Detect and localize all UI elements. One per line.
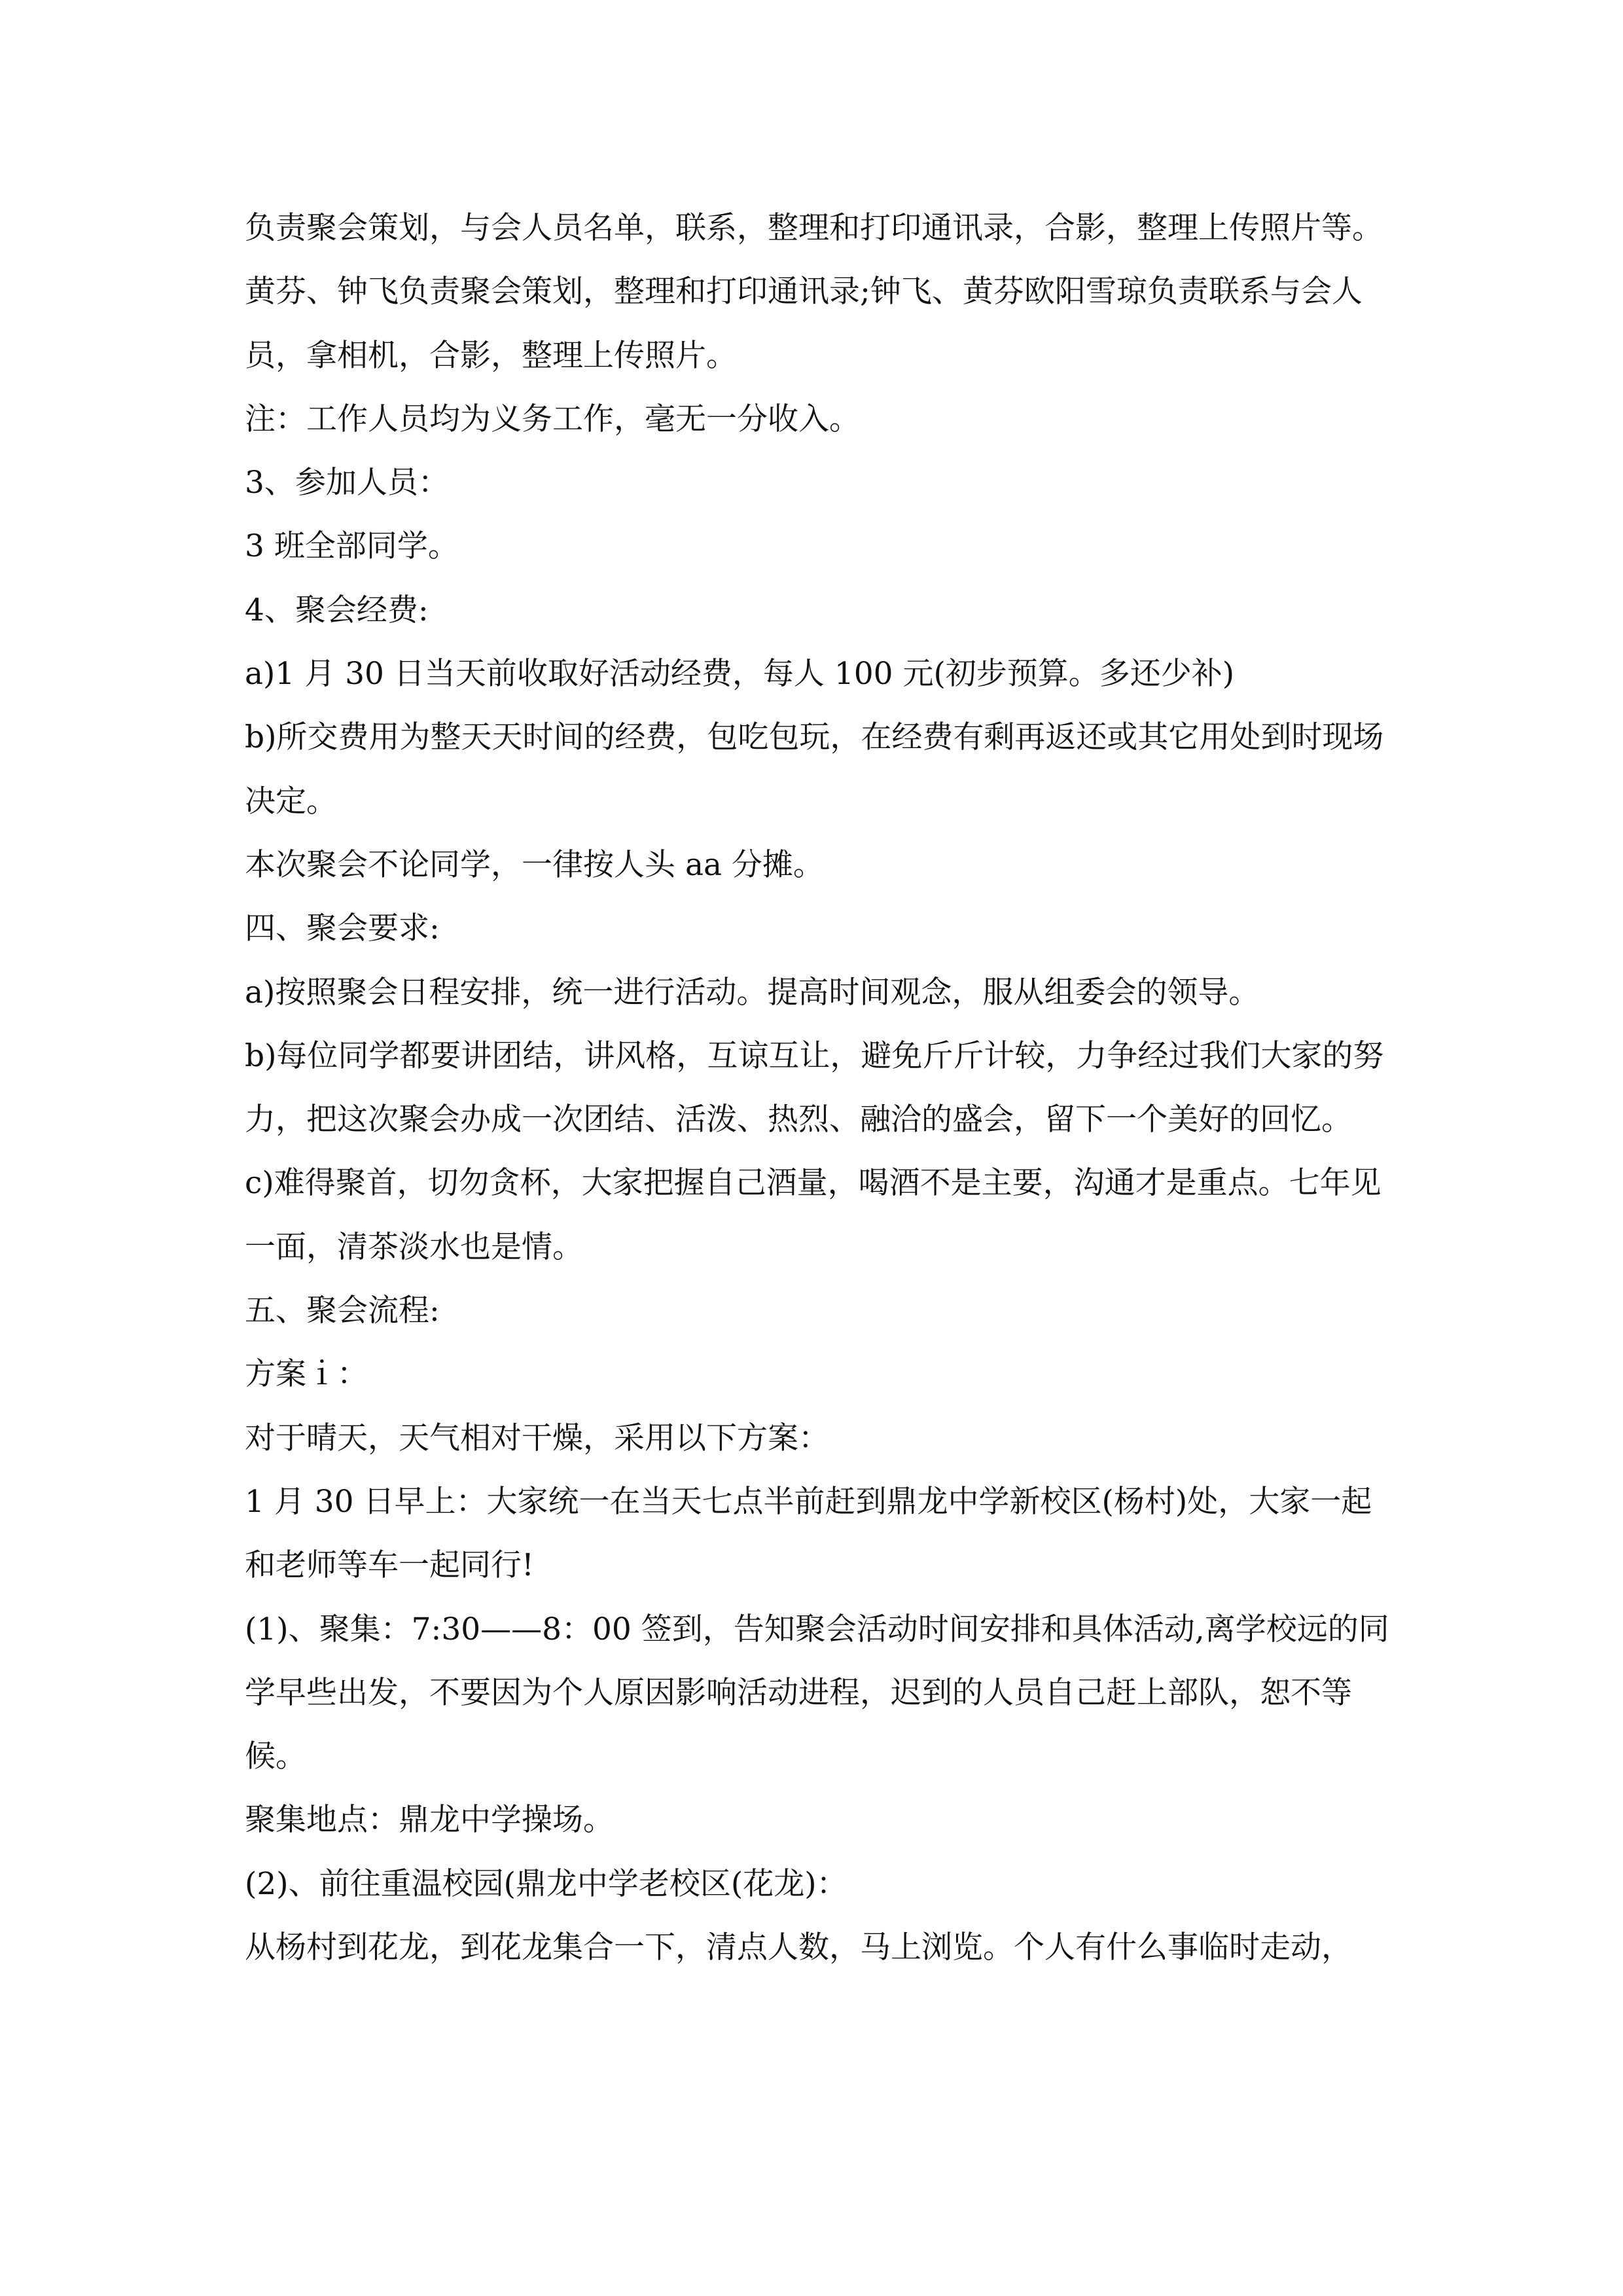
heading-participants: 3、参加人员： xyxy=(245,465,449,501)
heading-requirements: 四、聚会要求: xyxy=(245,910,440,947)
paragraph-plan-condition: 对于晴天，天气相对干燥，采用以下方案： xyxy=(245,1420,829,1456)
heading-funds: 4、聚会经费: xyxy=(245,592,429,628)
paragraph-step-2-campus: (2)、前往重温校园(鼎龙中学老校区(花龙)： xyxy=(245,1865,847,1902)
paragraph-note: 注：工作人员均为义务工作，毫无一分收入。 xyxy=(245,401,860,437)
paragraph-participants: 3 班全部同学。 xyxy=(245,528,459,565)
paragraph-funds-b: b)所交费用为整天天时间的经费，包吃包玩，在经费有剩再返还或其它用处到时现场决定。 xyxy=(245,719,1384,819)
paragraph-requirement-c: c)难得聚首，切勿贪杯，大家把握自己酒量，喝酒不是主要，沟通才是重点。七年见一面，清茶淡水也是情。 xyxy=(245,1165,1382,1265)
paragraph-morning-schedule: 1 月 30 日早上：大家统一在当天七点半前赶到鼎龙中学新校区(杨村)处，大家一起和老师等车一起同行! xyxy=(245,1483,1372,1584)
heading-plan-1: 方案ｉ： xyxy=(245,1356,368,1393)
paragraph-route: 从杨村到花龙，到花龙集合一下，清点人数，马上浏览。个人有什么事临时走动， xyxy=(245,1929,1352,1966)
paragraph-requirement-a: a)按照聚会日程安排，统一进行活动。提高时间观念，服从组委会的领导。 xyxy=(245,974,1260,1011)
paragraph-requirement-b: b)每位同学都要讲团结，讲风格，互谅互让，避免斤斤计较，力争经过我们大家的努力，把这次聚会办成一次团结、活泼、热烈、融洽的盛会，留下一个美好的回忆。 xyxy=(245,1037,1384,1138)
paragraph-step-1-gather: (1)、聚集：7:30——8：00 签到，告知聚会活动时间安排和具体活动,离学校远的同学早些出发，不要因为个人原因影响活动进程，迟到的人员自己赶上部队，恕不等候。 xyxy=(245,1611,1389,1775)
paragraph-staff-duties: 负责聚会策划，与会人员名单，联系，整理和打印通讯录，合影，整理上传照片等。黄芬、钟飞负责聚会策划，整理和打印通讯录;钟飞、黄芬欧阳雪琼负责联系与会人员，拿相机，合影，整理上传照片。 xyxy=(245,210,1383,374)
paragraph-funds-split: 本次聚会不论同学，一律按人头 aa 分摊。 xyxy=(245,846,824,883)
paragraph-funds-a: a)1 月 30 日当天前收取好活动经费，每人 100 元(初步预算。多还少补) xyxy=(245,656,1235,692)
heading-process: 五、聚会流程: xyxy=(245,1293,440,1329)
paragraph-gather-location: 聚集地点：鼎龙中学操场。 xyxy=(245,1802,614,1839)
document-body xyxy=(245,196,1391,1979)
